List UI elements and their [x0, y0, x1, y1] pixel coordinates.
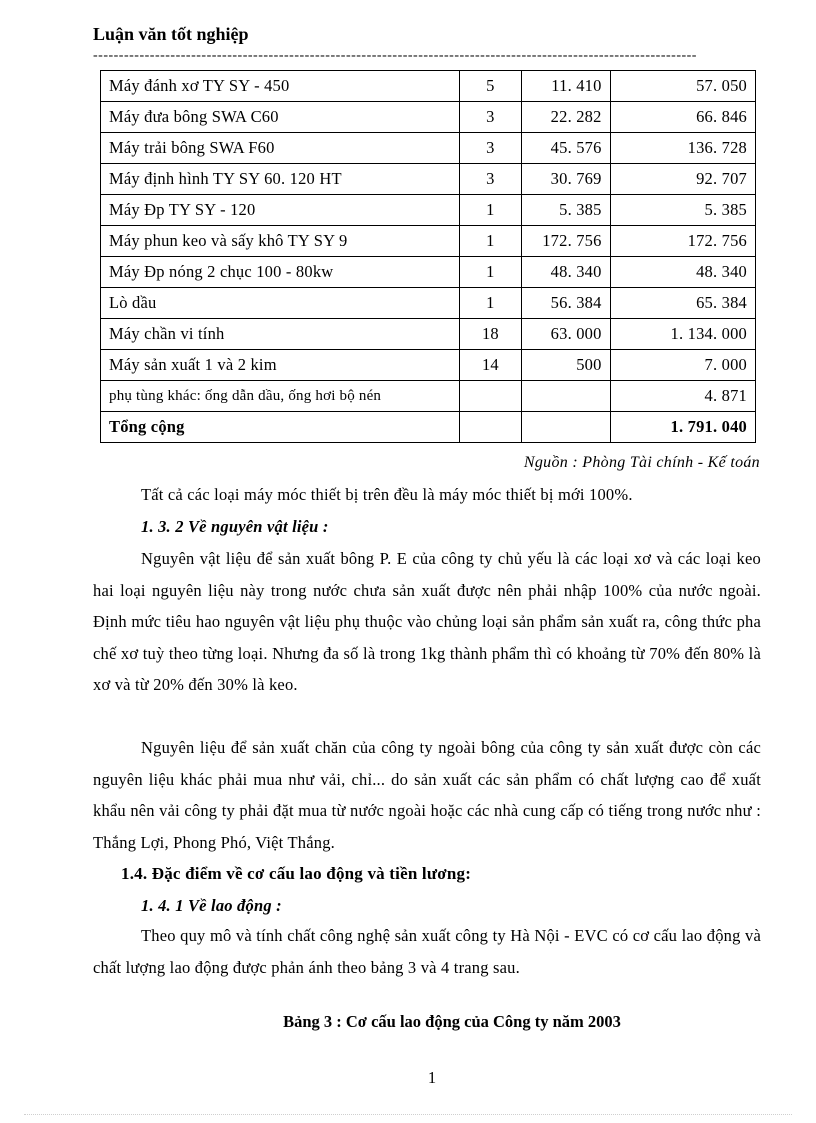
table-row [101, 381, 756, 412]
unit-price-cell: 500 [521, 350, 610, 381]
equipment-name-cell: Máy đánh xơ TY SY - 450 [101, 71, 460, 102]
table-3-caption: Bảng 3 : Cơ cấu lao động của Công ty năm 2003 [283, 1012, 621, 1031]
heading-1-3-2: 1. 3. 2 Về nguyên vật liệu : [141, 517, 329, 536]
quantity-cell [459, 381, 521, 412]
heading-1-4-1: 1. 4. 1 Về lao động : [141, 896, 282, 915]
equipment-name-cell: Máy định hình TY SY 60. 120 HT [101, 164, 460, 195]
table-row [101, 350, 756, 381]
unit-price-cell: 45. 576 [521, 133, 610, 164]
table-source-note: Nguồn : Phòng Tài chính - Kế toán [523, 454, 760, 471]
quantity-cell: 1 [459, 226, 521, 257]
equipment-table-body [101, 71, 756, 443]
quantity-cell: 14 [459, 350, 521, 381]
total-value-cell: 66. 846 [610, 102, 755, 133]
equipment-name-cell: Máy sản xuất 1 và 2 kim [101, 350, 460, 381]
page-number: 1 [427, 1068, 437, 1087]
equipment-name-cell: Tổng cộng [101, 412, 460, 443]
total-value-cell: 172. 756 [610, 226, 755, 257]
unit-price-cell: 11. 410 [521, 71, 610, 102]
quantity-cell: 3 [459, 102, 521, 133]
quantity-cell: 18 [459, 319, 521, 350]
header-dash-rule: --------------------------------------------------------------------------------------------------------------------- [93, 48, 697, 63]
table-row [101, 133, 756, 164]
paragraph-raw-materials: Nguyên vật liệu để sản xuất bông P. E của công ty chủ yếu là các loại xơ và các loại keo hai loại nguyên liệu này trong nước chưa sản xuất được nên phải nhập 100% của nước ngoài. Định mức tiêu hao nguyên vật liệu phụ thuộc vào chủng loại sản phẩm sản xuất ra, công thức pha chế xơ tuỳ theo từng loại. Nhưng đa số là trong 1kg thành phẩm thì có khoảng từ 70% đến 80% là xơ và từ 20% đến 30% là keo. [93, 549, 761, 694]
table-row [101, 288, 756, 319]
unit-price-cell: 22. 282 [521, 102, 610, 133]
footer-dotted-rule [24, 1114, 792, 1115]
unit-price-cell: 63. 000 [521, 319, 610, 350]
total-value-cell: 92. 707 [610, 164, 755, 195]
total-value-cell: 136. 728 [610, 133, 755, 164]
table-row [101, 102, 756, 133]
total-value-cell: 1. 134. 000 [610, 319, 755, 350]
equipment-name-cell: Lò dầu [101, 288, 460, 319]
unit-price-cell [521, 412, 610, 443]
equipment-table [100, 70, 756, 443]
total-value-cell: 48. 340 [610, 257, 755, 288]
quantity-cell: 3 [459, 133, 521, 164]
unit-price-cell: 30. 769 [521, 164, 610, 195]
table-row [101, 257, 756, 288]
equipment-name-cell: Máy đưa bông SWA C60 [101, 102, 460, 133]
table-row [101, 226, 756, 257]
unit-price-cell: 48. 340 [521, 257, 610, 288]
unit-price-cell: 172. 756 [521, 226, 610, 257]
table-row [101, 319, 756, 350]
unit-price-cell: 5. 385 [521, 195, 610, 226]
total-value-cell: 1. 791. 040 [610, 412, 755, 443]
equipment-name-cell: Máy Đp TY SY - 120 [101, 195, 460, 226]
paragraph-blanket-materials: Nguyên liệu để sản xuất chăn của công ty ngoài bông của công ty sản xuất được còn các nguyên liệu khác phải mua như vải, chỉ... do sản xuất các sản phẩm có chất lượng cao để xuất khẩu nên vải công ty phải đặt mua từ nước ngoài hoặc các nhà cung cấp có tiếng trong nước như : Thắng Lợi, Phong Phó, Việt Thắng. [93, 738, 761, 852]
total-value-cell: 5. 385 [610, 195, 755, 226]
heading-1-4: 1.4. Đặc điểm về cơ cấu lao động và tiền lương: [121, 864, 472, 883]
equipment-name-cell: Máy Đp nóng 2 chục 100 - 80kw [101, 257, 460, 288]
table-row [101, 195, 756, 226]
total-value-cell: 7. 000 [610, 350, 755, 381]
equipment-name-cell: Máy chần vi tính [101, 319, 460, 350]
paragraph-new-equipment: Tất cả các loại máy móc thiết bị trên đều là máy móc thiết bị mới 100%. [141, 485, 633, 504]
total-value-cell: 57. 050 [610, 71, 755, 102]
total-value-cell: 4. 871 [610, 381, 755, 412]
table-row [101, 71, 756, 102]
quantity-cell: 1 [459, 195, 521, 226]
quantity-cell: 1 [459, 288, 521, 319]
quantity-cell: 1 [459, 257, 521, 288]
quantity-cell [459, 412, 521, 443]
total-value-cell: 65. 384 [610, 288, 755, 319]
equipment-name-cell: phụ tùng khác: ống dẫn dầu, ống hơi bộ nén [101, 381, 460, 412]
quantity-cell: 3 [459, 164, 521, 195]
unit-price-cell: 56. 384 [521, 288, 610, 319]
table-total-row [101, 412, 756, 443]
equipment-name-cell: Máy trải bông SWA F60 [101, 133, 460, 164]
table-row [101, 164, 756, 195]
unit-price-cell [521, 381, 610, 412]
header-title: Luận văn tốt nghiệp [93, 24, 249, 44]
quantity-cell: 5 [459, 71, 521, 102]
paragraph-labor: Theo quy mô và tính chất công nghệ sản xuất công ty Hà Nội - EVC có cơ cấu lao động và chất lượng lao động được phản ánh theo bảng 3 và 4 trang sau. [93, 926, 761, 977]
equipment-name-cell: Máy phun keo và sấy khô TY SY 9 [101, 226, 460, 257]
